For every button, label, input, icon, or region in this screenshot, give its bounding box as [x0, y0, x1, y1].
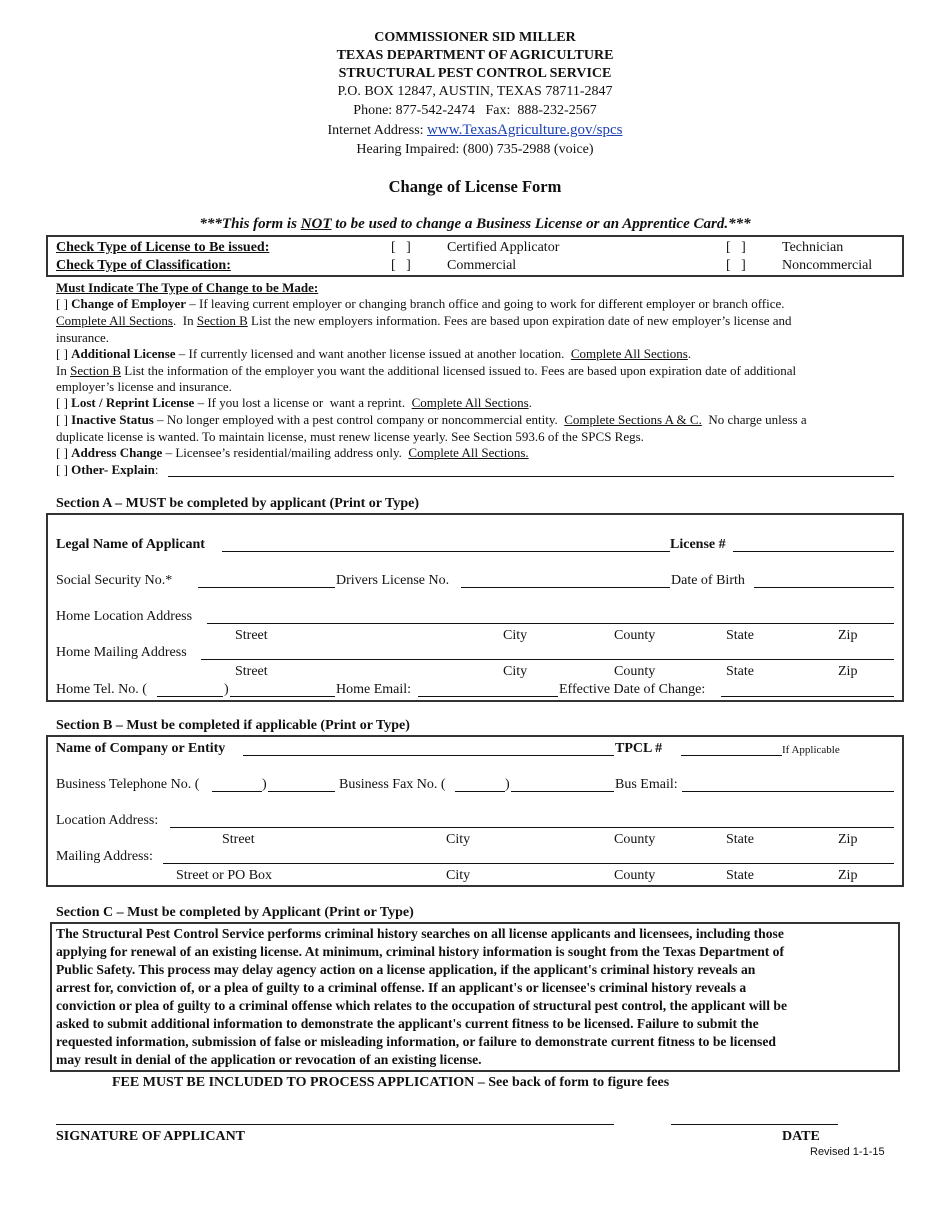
section-c-line: asked to submit additional information to demonstrate the applicant's current fitness to be licensed. Failure to submit the	[56, 1016, 759, 1031]
form-notice	[0, 216, 950, 233]
legal-name-field[interactable]	[222, 551, 670, 552]
mailing-city: City	[446, 868, 471, 883]
home-email-label: Home Email:	[336, 682, 412, 697]
checkbox-certified-applicator[interactable]: [ ]	[391, 240, 411, 255]
bus-fax-area-field[interactable]	[455, 791, 505, 792]
change-employer	[56, 296, 785, 312]
header-phone: Phone: 877-542-2474 Fax: 888-232-2567	[353, 103, 597, 118]
company-name-field[interactable]	[243, 755, 614, 756]
revised-date: Revised 1-1-15	[810, 1146, 885, 1158]
checkbox-inactive-status[interactable]: [ ]	[56, 412, 68, 427]
employer-l2d: List the new employers information. Fees are based upon expiration date of new employer’s license and	[247, 313, 792, 328]
checkbox-noncommercial[interactable]: [ ]	[726, 258, 746, 273]
notice-pre: ***This form is	[199, 216, 301, 232]
home-mailing-label: Home Mailing Address	[56, 645, 187, 660]
header-commissioner: COMMISSIONER SID MILLER	[374, 30, 576, 45]
home-tel-label: Home Tel. No. (	[56, 682, 147, 697]
inactive-sections-a-c: Complete Sections A & C.	[564, 412, 702, 427]
dob-label: Date of Birth	[671, 573, 745, 588]
inactive-title: Inactive Status	[71, 412, 154, 427]
employer-l2b: . In	[173, 313, 197, 328]
internet-label: Internet Address:	[327, 123, 424, 138]
location-zip: Zip	[838, 832, 858, 847]
bus-fax-field[interactable]	[511, 791, 614, 792]
header-internet	[0, 121, 950, 140]
ssn-label: Social Security No.*	[56, 573, 173, 588]
notice-post: to be used to change a Business License or an Apprentice Card.***	[331, 216, 751, 232]
inactive-end: No charge unless a	[701, 412, 807, 427]
legal-name-label: Legal Name of Applicant	[56, 537, 205, 552]
checkbox-address-change[interactable]: [ ]	[56, 445, 68, 460]
section-c-line: Public Safety. This process may delay agency action on a license application, if the applicant's criminal history reveals an	[56, 962, 756, 977]
section-c-text	[56, 925, 896, 1069]
location-street: Street	[222, 832, 255, 847]
inactive-desc: – No longer employed with a pest control company or noncommercial entity.	[153, 412, 565, 427]
option-technician: Technician	[782, 240, 844, 255]
change-employer-line2	[56, 313, 792, 329]
home-mailing-field[interactable]	[201, 659, 894, 660]
change-additional-line3: employer’s license and insurance.	[56, 379, 232, 394]
internet-link[interactable]: www.TexasAgriculture.gov/spcs	[427, 122, 623, 138]
change-employer-line3: insurance.	[56, 330, 110, 345]
license-no-field[interactable]	[733, 551, 894, 552]
change-employer-title: Change of Employer	[71, 296, 187, 311]
lost-end: .	[528, 395, 532, 410]
location-state: State	[726, 832, 754, 847]
ssn-field[interactable]	[198, 587, 335, 588]
change-inactive-line2: duplicate license is wanted. To maintain license, must renew license yearly. See Section 593.6 of the SPCS Regs.	[56, 429, 644, 444]
license-type-label: Check Type of License to Be issued:	[56, 240, 270, 255]
section-b-box	[46, 735, 904, 887]
additional-end: .	[687, 346, 692, 361]
classification-label: Check Type of Classification:	[56, 258, 231, 273]
additional-title: Additional License	[71, 346, 176, 361]
home-mailing-street: Street	[235, 664, 268, 679]
home-location-state: State	[726, 628, 754, 643]
section-b-heading: Section B – Must be completed if applicable (Print or Type)	[56, 718, 410, 733]
bus-tel-paren: )	[262, 777, 267, 792]
fee-notice: FEE MUST BE INCLUDED TO PROCESS APPLICATION – See back of form to figure fees	[112, 1075, 670, 1090]
mailing-street: Street or PO Box	[176, 868, 273, 883]
bus-tel-area-field[interactable]	[212, 791, 262, 792]
home-tel-area-field[interactable]	[157, 696, 223, 697]
effective-date-field[interactable]	[721, 696, 894, 697]
home-mailing-state: State	[726, 664, 754, 679]
employer-section-b: Section B	[196, 313, 248, 328]
mailing-address-field[interactable]	[163, 863, 894, 864]
home-location-label: Home Location Address	[56, 609, 193, 624]
checkbox-other[interactable]: [ ]	[56, 462, 68, 477]
change-type-heading: Must Indicate The Type of Change to be Made:	[56, 280, 319, 295]
bus-email-label: Bus Email:	[615, 777, 678, 792]
signature-label: SIGNATURE OF APPLICANT	[56, 1129, 246, 1144]
change-inactive	[56, 412, 807, 428]
lost-complete-all: Complete All Sections	[411, 395, 529, 410]
home-location-street: Street	[235, 628, 268, 643]
header-address: P.O. BOX 12847, AUSTIN, TEXAS 78711-2847	[337, 84, 613, 99]
additional-section-b: Section B	[70, 363, 122, 378]
tpcl-if-applicable: If Applicable	[782, 744, 840, 756]
section-c-line: applying for renewal of an existing license. At minimum, criminal history information is sought from the Texas Department of	[56, 944, 785, 959]
date-label: DATE	[782, 1129, 820, 1144]
change-address	[56, 445, 529, 461]
additional-l2a: In	[56, 363, 71, 378]
checkbox-technician[interactable]: [ ]	[726, 240, 746, 255]
home-mailing-city: City	[503, 664, 528, 679]
form-title: Change of License Form	[388, 177, 562, 196]
tpcl-label: TPCL #	[615, 741, 663, 756]
change-employer-desc: – If leaving current employer or changing branch office and going to work for different employer or branch office.	[186, 296, 785, 311]
home-mailing-county: County	[614, 664, 656, 679]
drivers-license-label: Drivers License No.	[336, 573, 450, 588]
checkbox-change-employer[interactable]: [ ]	[56, 296, 68, 311]
employer-complete-all: Complete All Sections	[56, 313, 173, 328]
option-noncommercial: Noncommercial	[782, 258, 873, 273]
lost-desc: – If you lost a license or want a reprint.	[194, 395, 412, 410]
home-mailing-zip: Zip	[838, 664, 858, 679]
date-field[interactable]	[671, 1124, 838, 1125]
other-colon: :	[154, 462, 159, 477]
mailing-state: State	[726, 868, 754, 883]
option-certified-applicator: Certified Applicator	[447, 240, 560, 255]
address-title: Address Change	[71, 445, 163, 460]
location-address-label: Location Address:	[56, 813, 159, 828]
home-tel-paren: )	[224, 682, 229, 697]
section-c-heading: Section C – Must be completed by Applicant (Print or Type)	[56, 905, 414, 920]
additional-l2c: List the information of the employer you want the additional licensed issued to. Fees are based upon expiration date of additional	[121, 363, 797, 378]
location-city: City	[446, 832, 471, 847]
header-service: STRUCTURAL PEST CONTROL SERVICE	[338, 66, 612, 81]
location-county: County	[614, 832, 656, 847]
drivers-license-field[interactable]	[461, 587, 670, 588]
bus-fax-paren: )	[505, 777, 510, 792]
change-other	[56, 462, 158, 478]
other-title: Other- Explain	[71, 462, 155, 477]
additional-desc: – If currently licensed and want another license issued at another location.	[175, 346, 571, 361]
signature-field[interactable]	[56, 1124, 614, 1125]
section-c-line: may result in denial of the application or revocation of an existing license.	[56, 1052, 482, 1067]
dob-field[interactable]	[754, 587, 894, 588]
bus-tel-field[interactable]	[268, 791, 335, 792]
option-commercial: Commercial	[447, 258, 517, 273]
home-email-field[interactable]	[418, 696, 558, 697]
bus-fax-label: Business Fax No. (	[339, 777, 446, 792]
home-location-field[interactable]	[207, 623, 894, 624]
change-additional-line2	[56, 363, 796, 379]
home-location-city: City	[503, 628, 528, 643]
section-a-heading: Section A – MUST be completed by applicant (Print or Type)	[56, 496, 419, 511]
section-c-line: arrest for, conviction of, or a plea of guilty to a criminal offense. If an applicant's or licensee's criminal history reveals a	[56, 980, 747, 995]
section-c-line: The Structural Pest Control Service performs criminal history searches on all license applicants and licensees, including those	[56, 926, 784, 941]
location-address-field[interactable]	[170, 827, 894, 828]
bus-tel-label: Business Telephone No. (	[56, 777, 200, 792]
effective-date-label: Effective Date of Change:	[559, 682, 706, 697]
address-desc: – Licensee’s residential/mailing address only.	[162, 445, 409, 460]
change-lost	[56, 395, 532, 411]
section-c-line: requested information, submission of false or misleading information, or failure to demonstrate current fitness to be licensed	[56, 1034, 776, 1049]
home-location-zip: Zip	[838, 628, 858, 643]
change-additional	[56, 346, 691, 362]
section-c-line: conviction or plea of guilty to a criminal offense which relates to the occupation of structural pest control, the applicant will be	[56, 998, 787, 1013]
home-tel-field[interactable]	[230, 696, 335, 697]
header-hearing: Hearing Impaired: (800) 735-2988 (voice)	[356, 142, 594, 157]
checkbox-commercial[interactable]: [ ]	[391, 258, 411, 273]
header-department: TEXAS DEPARTMENT OF AGRICULTURE	[336, 48, 614, 63]
additional-complete-all: Complete All Sections	[570, 346, 688, 361]
checkbox-lost-reprint[interactable]: [ ]	[56, 395, 68, 410]
mailing-address-label: Mailing Address:	[56, 849, 153, 864]
mailing-zip: Zip	[838, 868, 858, 883]
lost-title: Lost / Reprint License	[71, 395, 195, 410]
address-complete-all: Complete All Sections.	[408, 445, 529, 460]
company-name-label: Name of Company or Entity	[56, 741, 226, 756]
license-no-label: License #	[670, 537, 726, 552]
notice-not: NOT	[300, 216, 332, 232]
mailing-county: County	[614, 868, 656, 883]
checkbox-additional-license[interactable]: [ ]	[56, 346, 68, 361]
home-location-county: County	[614, 628, 656, 643]
bus-email-field[interactable]	[682, 791, 894, 792]
other-explain-line[interactable]	[168, 476, 894, 477]
tpcl-field[interactable]	[681, 755, 782, 756]
